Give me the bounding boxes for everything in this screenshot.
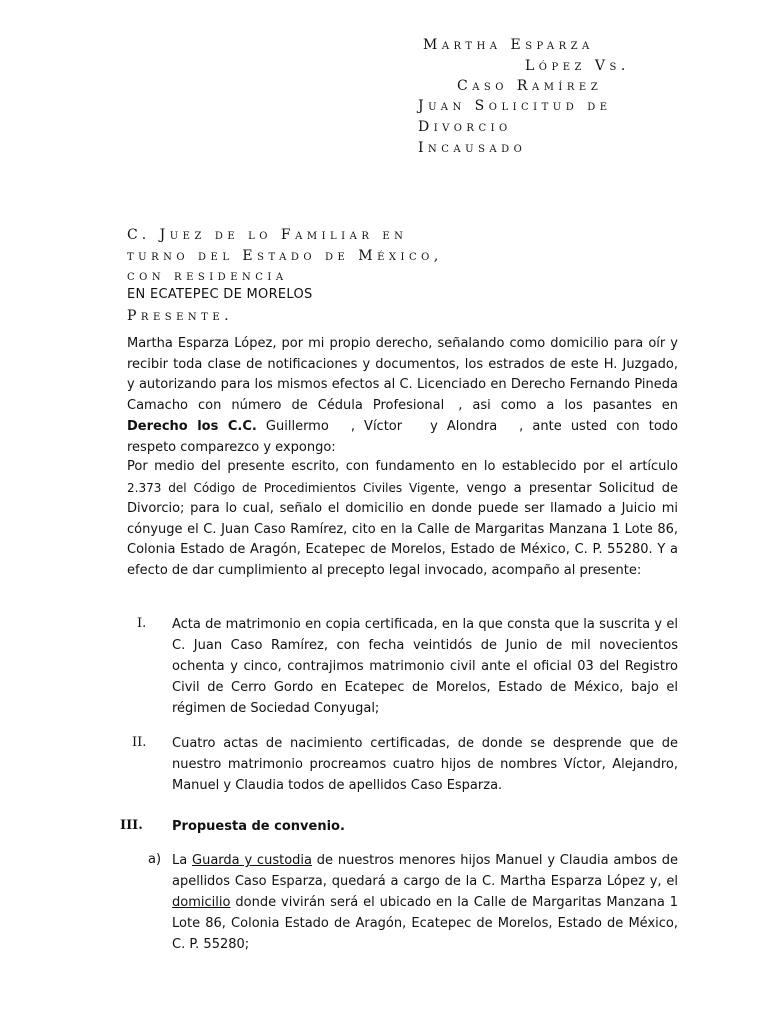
body-paragraph	[127, 457, 678, 581]
caption-line-1: Martha Esparza	[423, 37, 594, 53]
item-1-text: Acta de matrimonio en copia certificada, en la que consta que la suscrita y el C. Juan Caso Ramírez, con fecha veintidós de Junio de mil novecientos ochenta y cinco, contrajimos matrimonio civil ante el oficial 03 del Registro Civil de Cerro Gordo en Ecatepec de Morelos, Estado de México, bajo el régimen de Sociedad Conyugal;	[172, 617, 678, 716]
intro-text-2: , asi como a los pasantes en	[458, 398, 679, 414]
item-3-text: Propuesta de convenio.	[172, 819, 345, 834]
addressee-line-5: Presente.	[127, 308, 234, 324]
item-3-label: III.	[120, 818, 143, 833]
sub-item-text	[172, 850, 678, 955]
item-2-text: Cuatro actas de nacimiento certificadas, de donde se desprende que de nuestro matrimonio procreamos cuatro hijos de nombres Víctor, Alejandro, Manuel y Claudia todos de apellidos Caso Esparza.	[172, 736, 678, 793]
caption-line-3: Caso Ramírez	[457, 78, 603, 94]
guarda-custodia-link: Guarda y custodia	[192, 853, 312, 868]
domicilio-link: domicilio	[172, 895, 231, 910]
intro-paragraph	[127, 334, 678, 458]
sub-item-text-2: de nuestros menores hijos Manuel y Claudia ambos de apellidos Caso Esparza, quedará a cargo de la C. Martha Esparza López y, el	[172, 853, 678, 889]
caption-line-4: Juan Solicitud de	[418, 98, 612, 114]
intro-text-1: Martha Esparza López, por mi propio derecho, señalando como domicilio para oír y recibir toda clase de notificaciones y documentos, los estrados de este H. Juzgado, y autorizando para los mismos efectos al C. Licenciado en Derecho Fernando Pineda Camacho con número de Cédula Profesional	[127, 336, 678, 414]
caption-line-5: Divorcio	[418, 119, 512, 135]
sub-item-text-3: donde vivirán será el ubicado en la Calle de Margaritas Manzana 1 Lote 86, Colonia Estado de Aragón, Ecatepec de Morelos, Estado de México, C. P. 55280;	[172, 895, 678, 952]
body-text-1: Por medio del presente escrito, con fundamento en lo establecido por el artículo	[127, 459, 678, 474]
addressee-line-4: EN ECATEPEC DE MORELOS	[127, 287, 313, 302]
addressee-line-3: con residencia	[127, 268, 288, 284]
caption-line-2: López Vs.	[525, 58, 630, 74]
item-2-label: II.	[132, 735, 147, 750]
addressee-line-2: turno del Estado de México,	[127, 248, 443, 264]
addressee-line-1: C. Juez de lo Familiar en	[127, 227, 408, 243]
item-1-label: I.	[137, 616, 147, 631]
body-text-2: 2.373 del Código de Procedimientos Civiles Vigente	[127, 480, 455, 495]
intro-text-3: Guillermo	[265, 418, 329, 434]
sub-item-label: a)	[148, 852, 162, 867]
intro-text-4: , Víctor	[350, 418, 403, 434]
intro-bold: Derecho los C.C.	[127, 418, 257, 434]
body-text-3: , vengo a presentar Solicitud de Divorcio; para lo cual, señalo el domicilio en donde puede ser llamado a Juicio mi cónyuge el C. Juan Caso Ramírez, cito en la Calle de Margaritas Manzana 1 Lote 86, Colonia Estado de Aragón, Ecatepec de Morelos, Estado de México, C. P. 55280. Y a efecto de dar cumplimiento al precepto legal invocado, acompaño al presente:	[127, 480, 678, 578]
intro-text-6: , ante usted con todo respeto comparezco y expongo:	[127, 418, 678, 455]
caption-line-6: Incausado	[418, 140, 527, 156]
sub-item-text-1: La	[172, 853, 188, 868]
intro-text-5: y Alondra	[430, 418, 498, 434]
